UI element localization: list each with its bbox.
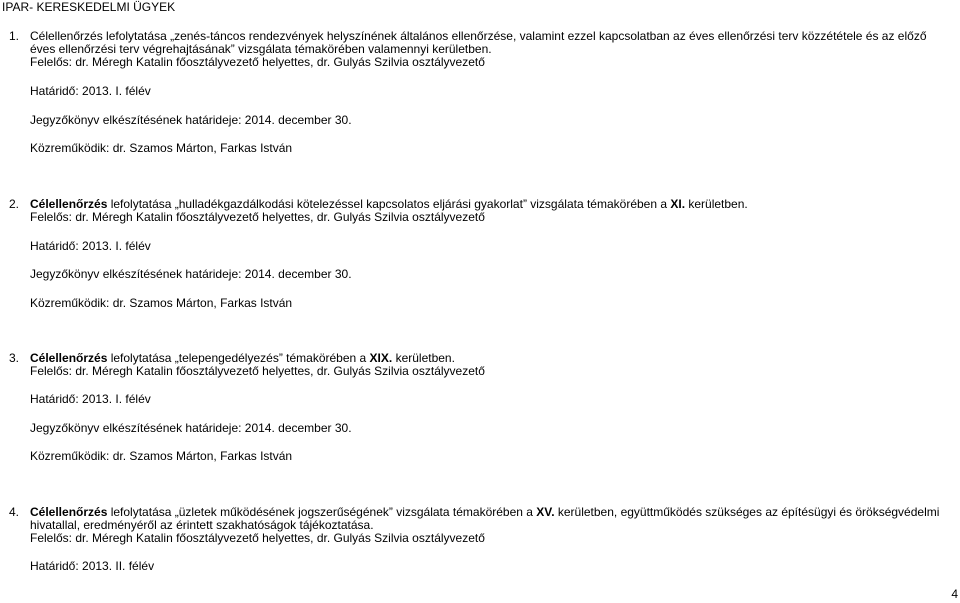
minutes-deadline-line: Jegyzőkönyv elkészítésének határideje: 2014. december 30.: [30, 421, 352, 435]
deadline-line: Határidő: 2013. I. félév: [30, 392, 151, 406]
contributors-line: Közreműködik: dr. Szamos Márton, Farkas István: [30, 449, 293, 463]
deadline-line: Határidő: 2013. I. félév: [30, 239, 151, 253]
item-text-line: Célellenőrzés lefolytatása „telepengedélyezés” témakörében a XIX. kerületben.: [30, 351, 455, 365]
item-text-line: Célellenőrzés lefolytatása „hulladékgazdálkodási kötelezéssel kapcsolatos eljárási gyakorlat” vizsgálata témakörében a XI. kerületben.: [30, 197, 748, 211]
minutes-deadline-line: Jegyzőkönyv elkészítésének határideje: 2014. december 30.: [30, 267, 352, 281]
item-number: 1.: [9, 29, 20, 43]
responsible-line: Felelős: dr. Méregh Katalin főosztályvezető helyettes, dr. Gulyás Szilvia osztályvezető: [30, 531, 485, 545]
contributors-line: Közreműködik: dr. Szamos Márton, Farkas István: [30, 141, 293, 155]
responsible-line: Felelős: dr. Méregh Katalin főosztályvezető helyettes, dr. Gulyás Szilvia osztályvezető: [30, 364, 485, 378]
item-number: 2.: [9, 197, 20, 211]
item-text-line: Célellenőrzés lefolytatása „üzletek működésének jogszerűségének” vizsgálata témakörében a XV. kerületben, együttműködés szükséges az építésügyi és örökségvédelmi: [30, 505, 940, 519]
item-text-line: Célellenőrzés lefolytatása „zenés-táncos rendezvények helyszínének általános ellenőrzése, valamint ezzel kapcsolatban az éves ellenőrzési terv közzététele és az előző: [30, 29, 927, 43]
item-text-line: éves ellenőrzési terv végrehajtásának” vizsgálata témakörében valamennyi kerületben.: [30, 42, 492, 56]
deadline-line: Határidő: 2013. II. félév: [30, 559, 155, 573]
deadline-line: Határidő: 2013. I. félév: [30, 84, 151, 98]
responsible-line: Felelős: dr. Méregh Katalin főosztályvezető helyettes, dr. Gulyás Szilvia osztályvezető: [30, 210, 485, 224]
item-text-line: hivatallal, eredményéről az érintett szakhatóságok tájékoztatása.: [30, 518, 374, 532]
responsible-line: Felelős: dr. Méregh Katalin főosztályvezető helyettes, dr. Gulyás Szilvia osztályvezető: [30, 55, 485, 69]
section-header: IPAR- KERESKEDELMI ÜGYEK: [2, 0, 176, 14]
page-number: 4: [951, 587, 958, 601]
item-number: 4.: [9, 505, 20, 519]
item-number: 3.: [9, 351, 20, 365]
contributors-line: Közreműködik: dr. Szamos Márton, Farkas István: [30, 296, 293, 310]
minutes-deadline-line: Jegyzőkönyv elkészítésének határideje: 2014. december 30.: [30, 113, 352, 127]
